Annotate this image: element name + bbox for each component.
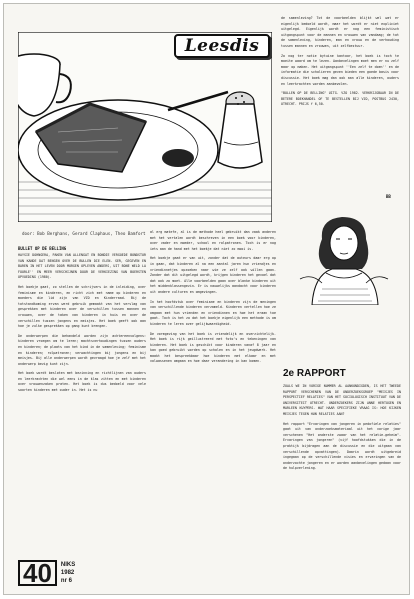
- rapport-paragraph: Het rapport "Ervaringen van jongeren in pedofiele relaties" gaat uit van onderzoeksmateriaal uit het vorige jaar verschenen "Het onderste zwaar van het relatie-geheim". Ervaringen van jongeren" (vijf hoofdstukken die in de praktijk bijdragen aan de discussie en die uitgaan van verschillende opvattingen). Daarin wordt uitgebreid ingegaan op de verschillende visies en ervaringen van de onderzochte jongeren en er worden aanbevelingen gedaan voor de hulpverlening.: [283, 421, 401, 471]
- rapport-heading: 2e RAPPORT: [283, 368, 346, 379]
- middle-paragraph: al erg matefe, al is de methode heel gebruikt dan vaak anderen met het vertalen wordt beschreven in een boek voor kinderen, over vader en moeder, school en rolpatronen. Toch is er nog iets aan de hand met het boekje dat niet zo mooi is.: [150, 230, 276, 251]
- issue-year: 1982: [60, 570, 75, 576]
- rapport-column: [283, 384, 401, 584]
- right-paragraph: de samenleving? Tot de voorbeelden blijkt wel wat er eigenlijk bedoeld wordt, maar het wordt er niet expliciet uitgelegd. Eigenlijk wordt er nog een feministisch uitgangspunt voor de mannen en vrouwen van vandaag; de tot de samenleving, kinderen, man en vrouw en de verhouding tussen mannen en vrouwen, uit zelfbestuur.: [281, 16, 399, 48]
- middle-column: [150, 230, 276, 560]
- issue-info: [61, 561, 75, 585]
- rapport-paragraph: ZOALS WE IN VORIGE NUMMER AL AANKONDIGDEN, IS HET TWEEDE RAPPORT VERSCHENEN VAN DE ONDERZOEKSGROEP "MEISJES IN PERSPECTIEF RELATIES" VAN HET SOCIOLOGISCH INSTITUUT VAN DE UNIVERSITEIT UTRECHT. ONDERZOEKERS ZIJN ANNE HERTOGEN EN MARLEEN KUYPERS. WAT HAAR SPECIFIEKE VRAAG IS: HOE KIJKEN MEISJES TEGEN HUN RELATIES AAN?: [283, 384, 401, 416]
- author-credit: door: Bob Berghans, Gerard Claphaus, Theo Bamfort: [22, 231, 146, 236]
- left-paragraph: HAYSIE DOHNGERA, PAKEN VAN ALLENGAT EN BONDIE VERGOEDE BONDSTUR VAN KANDE DAT BENGEN OVER DE BULLEN DIE ELEN- SER, GEGEVEN EN BAREN IN HET LEVEN DOOR MORGEN OPLEVEN ANDERS, UIT BONE WELD LA FOURLE'' EN MEER VERSCHIJNEN DOOR DE VERKIEZING VAN BOERSTEN OPVOEDING (1980).: [18, 253, 146, 280]
- breakfast-illustration: [18, 32, 272, 222]
- magazine-page: [3, 3, 410, 595]
- author-initials: BB: [386, 194, 391, 199]
- middle-paragraph: De vormgeving van het boek is vriendelijk en overzichtelijk. Het boek is rijk geillustreerd met foto's en tekeningen van kinderen. Het boek is geschikt voor kinderen vanaf 8 jaar en kan goed gebruikt worden op scholen en in het jeugdwerk. Het maakt het bespreekbaar hoe kinderen met elkaar en met volwassenen omgaan en hoe daar verandering in kan komen.: [150, 331, 276, 364]
- review-heading: BULLET OP DE BELLING: [18, 246, 67, 251]
- order-info: "BULLEN OP DE BELLING" UITG. VZO 1982. VERKRIJGBAAR IN DE BETERE BOEKHANDEL OF TE BESTELLEN BIJ VZO, POSTBUS 2430, UTRECHT. PRIJS f 6,50.: [281, 91, 399, 107]
- right-paragraph: Zo nog ter notie bytuine kantoor, het boek is toch te moeite waard om te lezen. Aanbevelingen moet men er nu zelf maar op maken. Het uitgangspunt ''Een zelf te doen'' en de informatie die scholieren geven bieden een goede basis voor discussie. Het boek mag dan ook aan alle kinderen, ouders en leerkrachten worden aanbevolen.: [281, 53, 399, 86]
- left-column: [18, 253, 146, 553]
- page-number: 40: [18, 560, 57, 586]
- column-banner: Leesdis: [174, 34, 270, 58]
- left-paragraph: Het boekje gaat, zo stellen de schrijvers in de inleiding, over feminisme en kinderen, en richt zich met name op kinderen en moeders die lid zijn van VZO en Kinderraad. Bij de totstandkoming ervan werd gebruik gemaakt van het verslag van gesprekken met kinderen over de verschillen tussen mannen en vrouwen, over de taken van kinderen in huis en over de verschillen tussen jongens en meisjes. Het boek geeft ook aan hoe je zulke gesprekken op gang kunt brengen.: [18, 284, 146, 329]
- left-paragraph: De onderwerpen die behandeld worden zijn achtereenvolgens: kinderen vroegen om te leren; machtsverhoudingen tussen ouders en kinderen; de plaats van het kind in de samenleving; feminisme en kinderen; rolpatronen; verwachtingen bij jongens en bij meisjes. Bij alle onderwerpen wordt gevraagd hoe je zelf met het onderwerp bezig kunt zijn.: [18, 333, 146, 366]
- left-paragraph: Het boek wordt besloten met bezinning en richtlijnen van ouders en leerkrachten die wel eens in de klas zitten en met kinderen over vrouwenzaken praten. Het boek is dus bedoeld voor vele soorten kinderen met ouder in. Het is nu: [18, 371, 146, 393]
- page-footer: [18, 560, 75, 586]
- issue-number: nr 6: [60, 578, 72, 584]
- portrait-illustration: [292, 209, 396, 305]
- middle-paragraph: In het hoofdstuk over feminisme en kinderen zijn de meningen van verschillende kinderen verzameld. Kinderen vertellen hoe ze omgaan met hun vrienden en vriendinnen en hoe het eraan toe gaat. Toch is het zo dat het boekje eigenlijk een methode is om kinderen te leren over gelijkwaardigheid.: [150, 299, 276, 326]
- right-column: [281, 16, 399, 196]
- magazine-name: NIKS: [60, 562, 76, 568]
- middle-paragraph: Het boekje gaat er van uit, zonder dat de auteurs daar erg op in gaan, dat kinderen al na een aantal jaren hun vriendjes en vriendinnetjes opzoeken naar wie ze zelf ook willen gaan. Zonder dat dit uitgelegd wordt, krijgen kinderen het gevoel dat dat ook zo moet. Alle voorbeelden gaan over blanke kinderen uit het middenklassengezin. Er is nauwelijks aandacht voor kinderen uit andere culturen en omgevingen.: [150, 256, 276, 294]
